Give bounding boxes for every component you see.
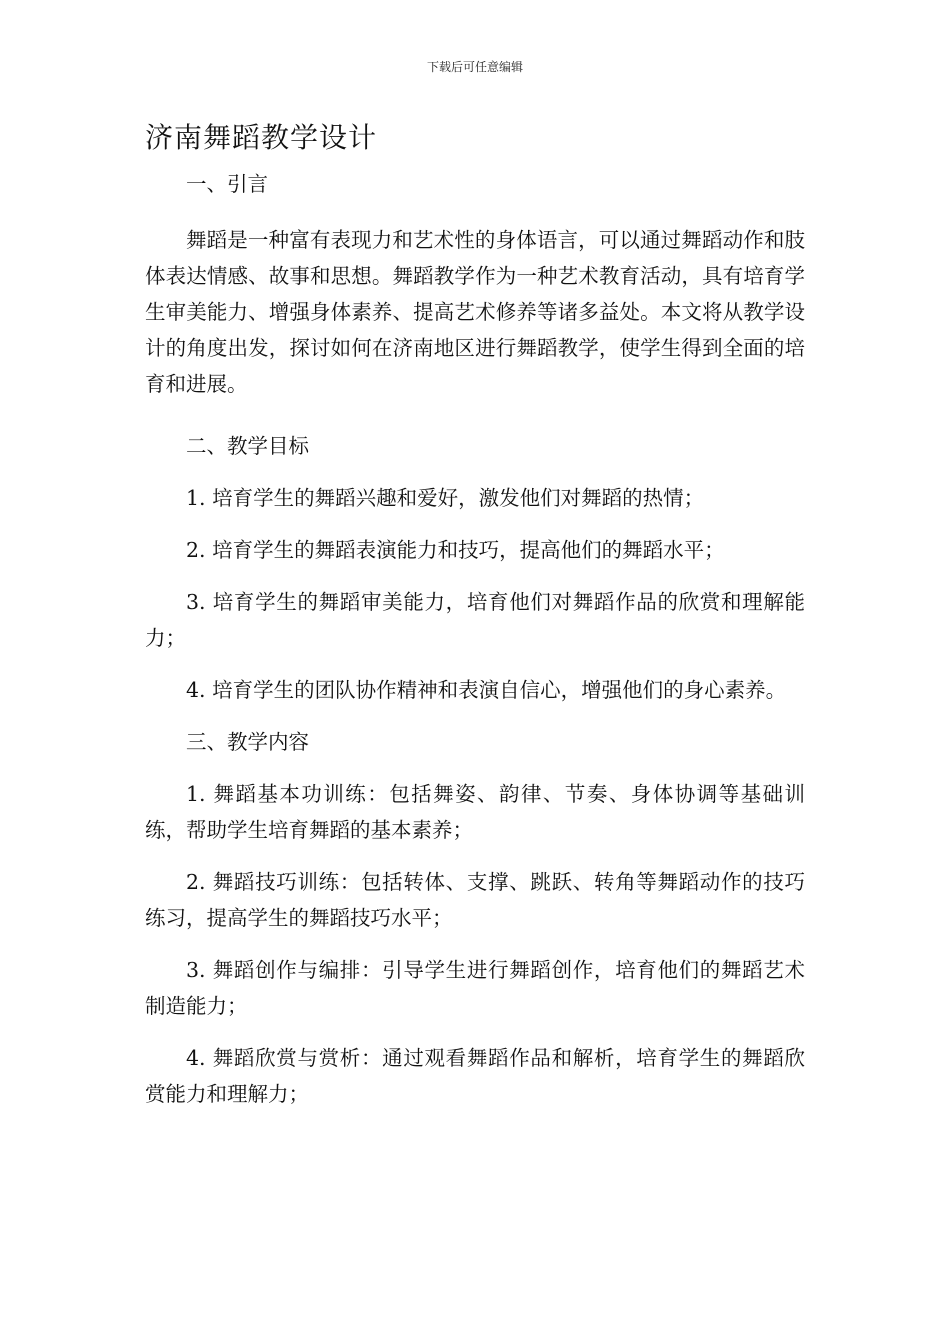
intro-paragraph: 舞蹈是一种富有表现力和艺术性的身体语言，可以通过舞蹈动作和肢体表达情感、故事和思想。舞蹈教学作为一种艺术教育活动，具有培育学生审美能力、增强身体素养、提高艺术修养等诸多益处。本文将从教学设计的角度出发，探讨如何在济南地区进行舞蹈教学，使学生得到全面的培育和进展。 xyxy=(145,228,805,396)
content-item: 2. 舞蹈技巧训练：包括转体、支撑、跳跃、转角等舞蹈动作的技巧练习，提高学生的舞蹈技巧水平； xyxy=(145,870,805,930)
goal-item: 2. 培育学生的舞蹈表演能力和技巧，提高他们的舞蹈水平； xyxy=(186,538,725,562)
section-heading-content: 三、教学内容 xyxy=(186,730,309,754)
goal-item: 1. 培育学生的舞蹈兴趣和爱好，激发他们对舞蹈的热情； xyxy=(186,486,705,510)
content-item: 4. 舞蹈欣赏与赏析：通过观看舞蹈作品和解析，培育学生的舞蹈欣赏能力和理解力； xyxy=(145,1046,805,1106)
goal-item: 4. 培育学生的团队协作精神和表演自信心，增强他们的身心素养。 xyxy=(186,678,787,702)
goal-item: 3. 培育学生的舞蹈审美能力，培育他们对舞蹈作品的欣赏和理解能力； xyxy=(145,590,805,650)
document-title: 济南舞蹈教学设计 xyxy=(145,121,378,154)
section-heading-intro: 一、引言 xyxy=(186,172,268,196)
section-heading-goals: 二、教学目标 xyxy=(186,434,309,458)
content-item: 1. 舞蹈基本功训练：包括舞姿、韵律、节奏、身体协调等基础训练，帮助学生培育舞蹈的基本素养； xyxy=(145,782,805,842)
document-body xyxy=(145,166,805,1128)
content-item: 3. 舞蹈创作与编排：引导学生进行舞蹈创作，培育他们的舞蹈艺术制造能力； xyxy=(145,958,805,1018)
header-note: 下载后可任意编辑 xyxy=(426,60,523,74)
